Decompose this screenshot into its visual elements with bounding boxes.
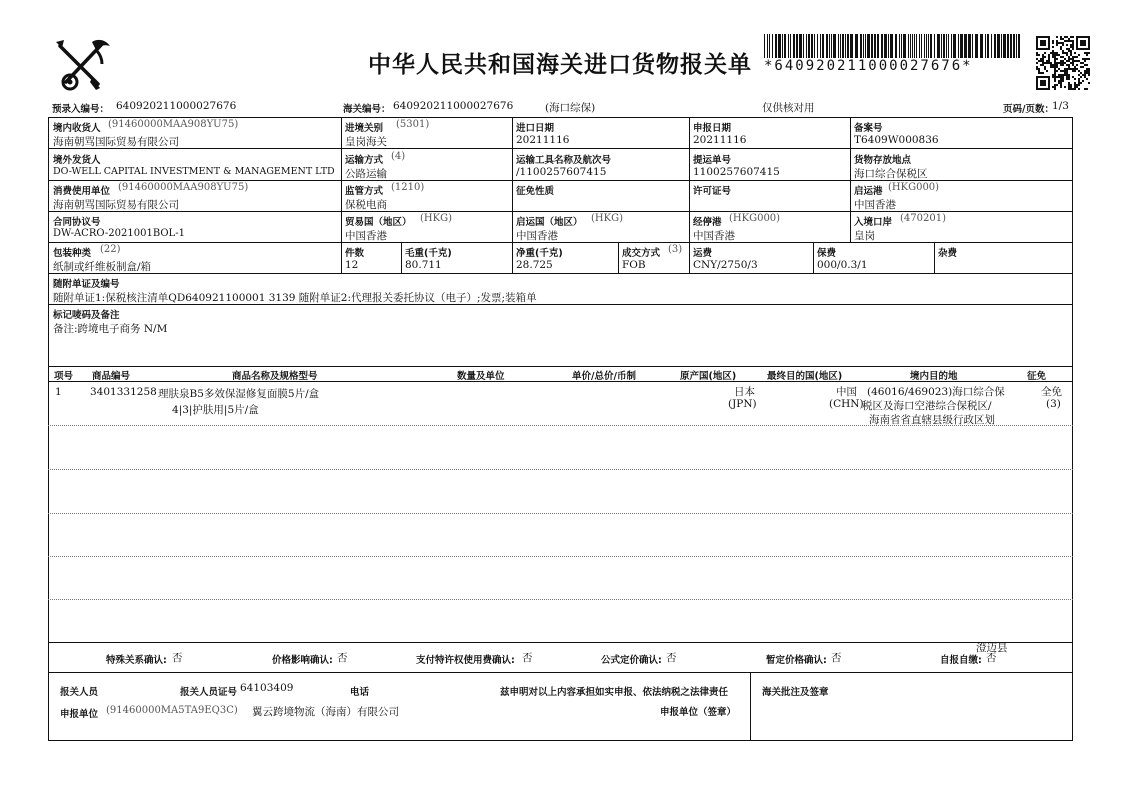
vehicle-label: 运输工具名称及航次号 (516, 155, 612, 166)
consignee-code: (91460000MAA908YU75) (108, 119, 239, 130)
price-impact-value: 否 (337, 652, 348, 664)
self-pay-value: 否 (986, 652, 997, 664)
formula-price-value: 否 (666, 652, 677, 664)
shipper-value: DO-WELL CAPITAL INVESTMENT & MANAGEMENT LTD (53, 166, 335, 177)
transit-port-value: 中国香港 (693, 230, 735, 242)
declarant-cert-label: 报关人员证号 (180, 687, 238, 698)
special-relation-value: 否 (172, 652, 183, 664)
provisional-price-value: 否 (831, 652, 842, 664)
goods-header-hs-code: 商品编号 (92, 371, 131, 382)
net-value: 28.725 (516, 259, 553, 271)
goods-origin-line1: 日本 (734, 386, 755, 398)
consumer-label: 消费使用单位 (53, 186, 111, 197)
goods-header-price: 单价/总价/币制 (572, 371, 636, 382)
freight-label: 运费 (693, 248, 713, 259)
declare-date-label: 申报日期 (693, 123, 732, 134)
marks-value: 备注:跨境电子商务 N/M (53, 323, 168, 335)
deal-value: FOB (622, 259, 646, 271)
departure-port-value: 中国香港 (854, 199, 896, 211)
transit-port-code: (HKG000) (729, 213, 781, 224)
page-value: 1/3 (1052, 100, 1069, 112)
customs-no-value: 640920211000027676 (393, 100, 514, 112)
origin-country-label: 启运国（地区） (516, 217, 583, 228)
license-label: 许可证号 (693, 186, 732, 197)
insurance-value: 000/0.3/1 (817, 259, 868, 271)
declarer-label: 申报单位 (60, 709, 99, 720)
transport-code: (4) (391, 151, 406, 162)
package-code: (22) (100, 244, 121, 255)
self-pay-label: 自报自缴: (940, 655, 982, 666)
marks-label: 标记唛码及备注 (53, 310, 120, 321)
special-relation-label: 特殊关系确认: (106, 655, 167, 666)
package-label: 包装种类 (53, 248, 92, 259)
qr-code-icon (1036, 36, 1090, 90)
misc-label: 杂费 (938, 248, 958, 259)
form-title: 中华人民共和国海关进口货物报关单 (368, 52, 752, 78)
goods-header-item-no: 项号 (54, 371, 74, 382)
goods-exempt-line1: 全免 (1041, 386, 1062, 398)
royalty-value: 否 (522, 652, 533, 664)
entry-customs-code: (5301) (396, 119, 430, 130)
shipper-label: 境外发货人 (53, 155, 101, 166)
gross-label: 毛重(千克) (405, 248, 452, 259)
goods-exempt-line2: (3) (1046, 398, 1061, 410)
goods-name-line1: 理肤泉B5多效保湿修复面膜5片/盒 (158, 388, 320, 400)
barcode-text: *640920211000027676* (764, 58, 973, 74)
exemption-label: 征免性质 (516, 186, 555, 197)
customs-no-label: 海关编号： (343, 104, 391, 115)
vehicle-value: /1100257607415 (516, 166, 607, 178)
legal-statement: 兹申明对以上内容承担如实申报、依法纳税之法律责任 (500, 687, 729, 698)
goods-header-dest-country: 最终目的国(地区) (767, 371, 843, 382)
record-no-value: T6409W000836 (854, 134, 939, 146)
deal-label: 成交方式 (622, 248, 661, 259)
origin-country-code: (HKG) (591, 213, 623, 224)
customs-office: (海口综保) (545, 102, 596, 114)
goods-dest-country-line2: (CHN) (829, 398, 864, 410)
declarant-label: 报关人员 (60, 687, 99, 698)
pieces-value: 12 (345, 259, 359, 271)
insurance-label: 保费 (817, 248, 837, 259)
barcode (764, 34, 1024, 58)
consignee-value: 海南朝骂国际贸易有限公司 (53, 136, 179, 148)
supervision-code: (1210) (391, 182, 425, 193)
contract-label: 合同协议号 (53, 217, 101, 228)
supervision-label: 监管方式 (345, 186, 384, 197)
reference-only: 仅供核对用 (762, 102, 815, 114)
deal-code: (3) (668, 244, 683, 255)
prereg-label: 预录入编号： (52, 104, 110, 115)
entry-customs-value: 皇岗海关 (345, 136, 387, 148)
trade-country-value: 中国香港 (345, 230, 387, 242)
transit-port-label: 经停港 (693, 217, 722, 228)
customs-emblem-icon (52, 36, 114, 94)
import-date-value: 20211116 (516, 134, 570, 146)
declarer-value: 翼云跨境物流（海南）有限公司 (252, 706, 399, 718)
departure-port-code: (HKG000) (888, 182, 940, 193)
entry-port-label: 入境口岸 (854, 217, 893, 228)
goods-dest-line3: 海南省省直辖县级行政区划 (869, 414, 995, 426)
declare-date-value: 20211116 (693, 134, 747, 146)
goods-header-domestic-dest: 境内目的地 (910, 371, 958, 382)
attachments-value: 随附单证1:保税核注清单QD640921100001 3139 随附单证2:代理报关委托协议（电子）;发票;装箱单 (53, 292, 537, 304)
goods-dest-line1: (46016/469023)海口综合保 (867, 386, 1005, 398)
goods-dest-country-line1: 中国 (836, 386, 857, 398)
gross-value: 80.711 (405, 259, 442, 271)
price-impact-label: 价格影响确认: (272, 655, 333, 666)
goods-header-exempt: 征免 (1027, 371, 1047, 382)
entry-port-code: (470201) (900, 213, 946, 224)
declarer-code: (91460000MA5TA9EQ3C) (106, 705, 238, 716)
bill-label: 提运单号 (693, 155, 732, 166)
pieces-label: 件数 (345, 248, 365, 259)
net-label: 净重(千克) (516, 248, 563, 259)
royalty-label: 支付特许权使用费确认: (416, 655, 515, 666)
trade-country-label: 贸易国（地区） (345, 217, 412, 228)
transport-value: 公路运输 (345, 168, 387, 180)
goods-header-origin: 原产国(地区) (680, 371, 737, 382)
goods-item-no: 1 (55, 386, 62, 398)
customs-approval-label: 海关批注及签章 (762, 687, 829, 698)
consumer-code: (91460000MAA908YU75) (118, 182, 249, 193)
supervision-value: 保税电商 (345, 199, 387, 211)
consignee-label: 境内收货人 (53, 123, 101, 134)
import-date-label: 进口日期 (516, 123, 555, 134)
goods-dest-line2: 税区及海口空港综合保税区/ (862, 400, 992, 412)
goods-header-quantity: 数量及单位 (457, 371, 505, 382)
origin-country-value: 中国香港 (516, 230, 558, 242)
goods-name-line2: 4|3|护肤用|5片/盒 (172, 404, 259, 416)
package-value: 纸制或纤维板制盒/箱 (53, 261, 152, 273)
bill-value: 1100257607415 (693, 166, 780, 178)
goods-hs-code: 3401331258 (90, 386, 157, 398)
goods-dest-line4: 澄迈县 (976, 642, 1008, 654)
storage-value: 海口综合保税区 (854, 168, 928, 180)
entry-port-value: 皇岗 (854, 230, 875, 242)
record-no-label: 备案号 (854, 123, 883, 134)
freight-value: CNY/2750/3 (693, 259, 758, 271)
transport-label: 运输方式 (345, 155, 384, 166)
trade-country-code: (HKG) (420, 213, 452, 224)
phone-label: 电话 (350, 687, 370, 698)
declarant-cert-value: 64103409 (240, 682, 294, 694)
provisional-price-label: 暂定价格确认: (766, 655, 827, 666)
storage-label: 货物存放地点 (854, 155, 912, 166)
prereg-value: 640920211000027676 (116, 100, 237, 112)
goods-header-name: 商品名称及规格型号 (232, 371, 318, 382)
consumer-value: 海南朝骂国际贸易有限公司 (53, 199, 179, 211)
attachments-label: 随附单证及编号 (53, 279, 120, 290)
declarer-sign-label: 申报单位（签章） (660, 707, 737, 718)
contract-value: DW-ACRO-2021001BOL-1 (53, 228, 185, 239)
departure-port-label: 启运港 (854, 186, 883, 197)
entry-customs-label: 进境关别 (345, 123, 384, 134)
page-label: 页码/页数： (1003, 104, 1054, 115)
goods-origin-line2: (JPN) (728, 398, 757, 410)
formula-price-label: 公式定价确认: (601, 655, 662, 666)
